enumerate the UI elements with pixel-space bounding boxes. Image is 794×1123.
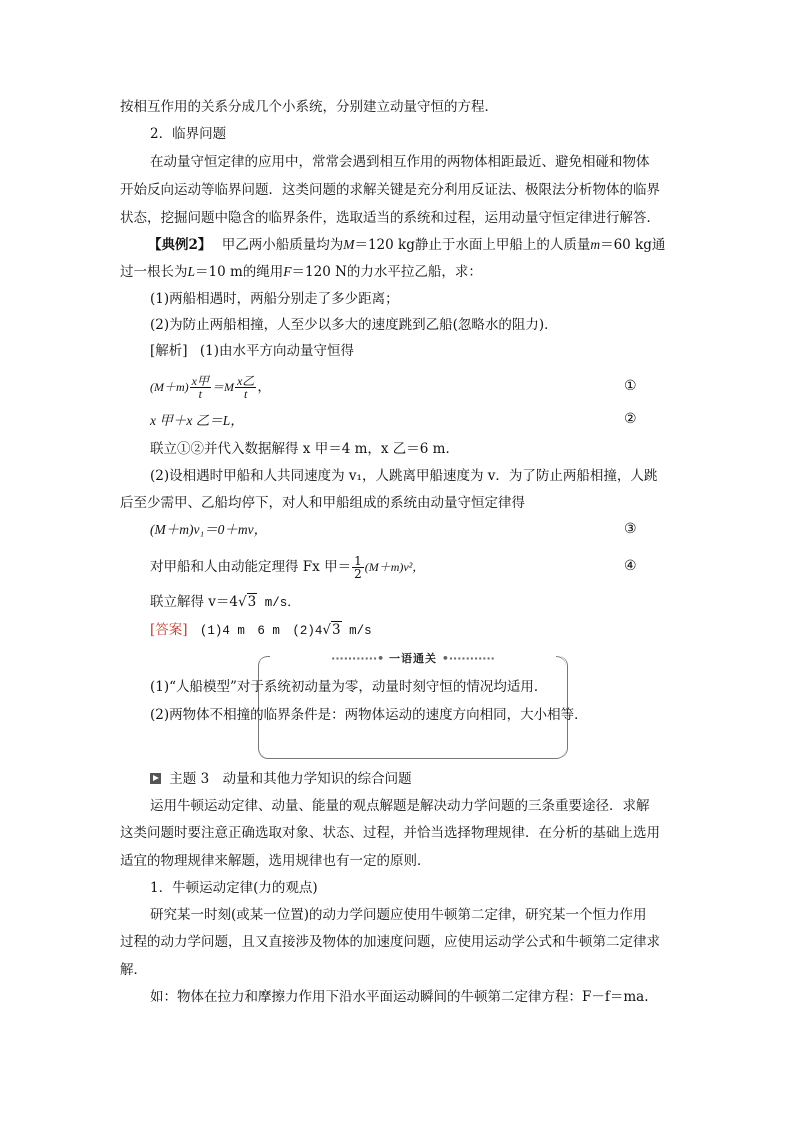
solution-tag: [解析] xyxy=(150,343,188,359)
var-m: m xyxy=(590,237,601,252)
fraction-denominator: t xyxy=(243,387,248,401)
paragraph-line: 在动量守恒定律的应用中，常常会遇到相互作用的两物体相距最近、避免相碰和物体 xyxy=(150,154,650,170)
fraction-denominator: t xyxy=(198,387,202,401)
fraction-numerator: 1 xyxy=(354,554,362,568)
solution-line-1 xyxy=(150,342,354,360)
answer-text: (1)4 m 6 m (2)4 xyxy=(199,624,323,638)
paragraph-line: 这类问题时要注意正确选取对象、状态、过程，并恰当选择物理规律．在分析的基础上选用 xyxy=(120,825,660,841)
example-text: 过一根长为 xyxy=(120,264,188,280)
paragraph-line: 开始反向运动等临界问题．这类问题的求解关键是充分利用反证法、极限法分析物体的临界 xyxy=(120,182,660,198)
paragraph-line: 状态，挖掘问题中隐含的临界条件，选取适当的系统和过程，运用动量守恒定律进行解答． xyxy=(120,210,660,226)
summary-line-2: (2)两物体不相撞的临界条件是：两物体运动的速度方向相同，大小相等． xyxy=(150,707,588,723)
question-2: (2)为防止两船相撞，人至少以多大的速度跳到乙船(忽略水的阻力)． xyxy=(150,317,558,333)
sqrt-radicand: 3 xyxy=(331,622,341,638)
answer-unit: m/s xyxy=(341,624,372,638)
example-line-1 xyxy=(148,236,665,254)
equation-4 xyxy=(150,552,424,582)
eq1-mid: ＝M xyxy=(211,380,234,394)
var-L: L xyxy=(187,264,196,279)
result-2-unit: m/s． xyxy=(257,596,300,610)
summary-box-bottom-border xyxy=(258,746,566,759)
eq1-end: ， xyxy=(257,379,271,395)
summary-box-title: ···········• 一语通关 •··········· xyxy=(270,650,556,666)
summary-line-1: (1)“人船模型”对于系统初动量为零，动量时刻守恒的情况均适用． xyxy=(150,679,548,695)
result-2-pre: 联立解得 v＝4 xyxy=(150,594,239,610)
result-1: 联立①②并代入数据解得 x 甲＝4 m，x 乙＝6 m． xyxy=(150,441,459,457)
play-triangle-icon xyxy=(150,773,161,784)
example-text: 甲乙两小船质量均为 xyxy=(221,237,344,253)
solution-text: (1)由水平方向动量守恒得 xyxy=(199,343,354,359)
paragraph-line: 适宜的物理规律来解题，选用规律也有一定的原则． xyxy=(120,853,431,869)
var-M: M xyxy=(343,237,355,252)
topic-title: 主题 3 动量和其他力学知识的综合问题 xyxy=(169,771,412,787)
equation-3: (M＋m)v₁＝0＋mv， xyxy=(150,522,268,537)
example-text: ＝60 kg通 xyxy=(600,237,666,253)
fraction xyxy=(352,555,364,580)
answer-tag: [答案] xyxy=(150,622,188,638)
sqrt-symbol: √3 xyxy=(238,594,257,610)
equation-number-2: ② xyxy=(624,411,637,427)
paragraph-line: 按相互作用的关系分成几个小系统，分别建立动量守恒的方程． xyxy=(120,99,498,115)
equation-1 xyxy=(150,372,271,402)
eq1-lhs: (M＋m) xyxy=(150,380,189,394)
result-2 xyxy=(150,593,300,612)
sqrt-radicand: 3 xyxy=(247,594,257,610)
paragraph-line: 解． xyxy=(120,962,147,978)
section-heading-newton: 1．牛顿运动定律(力的观点) xyxy=(150,880,318,896)
eq4-pre: 对甲船和人由动能定理得 Fx 甲＝ xyxy=(150,559,352,575)
example-text: ＝120 N的力水平拉乙船，求： xyxy=(291,264,482,280)
section-heading-critical: 2．临界问题 xyxy=(150,126,227,142)
var-F: F xyxy=(283,264,292,279)
example-tag: 【典例2】 xyxy=(148,237,212,253)
example-text: ＝120 kg静止于水面上甲船上的人质量 xyxy=(354,237,591,253)
equation-number-1: ① xyxy=(624,378,637,394)
eq4-post: (M＋m)v²， xyxy=(364,560,425,574)
sqrt-symbol: √3 xyxy=(322,622,341,638)
equation-2: x 甲＋x 乙＝L， xyxy=(150,413,244,428)
equation-number-3: ③ xyxy=(624,521,637,537)
solution-part2-line-2: 后至少需甲、乙船均停下，对人和甲船组成的系统由动量守恒定律得 xyxy=(120,495,525,511)
fraction xyxy=(190,375,211,400)
answer-line xyxy=(150,621,372,640)
example-line-2 xyxy=(120,263,482,281)
fraction-denominator: 2 xyxy=(354,567,362,581)
paragraph-line: 如：物体在拉力和摩擦力作用下沿水平面运动瞬间的牛顿第二定律方程：F－f＝ma. xyxy=(150,989,649,1005)
summary-box-title-text: 一语通关 xyxy=(389,652,437,665)
topic-heading xyxy=(150,770,412,788)
fraction-numerator: x乙 xyxy=(236,374,255,388)
paragraph-line: 过程的动力学问题，且又直接涉及物体的加速度问题，应使用运动学公式和牛顿第二定律求 xyxy=(120,934,660,950)
fraction-numerator: x甲 xyxy=(191,374,209,388)
solution-part2-line-1: (2)设相遇时甲船和人共同速度为 v₁，人跳离甲船速度为 v．为了防止两船相撞，人跳 xyxy=(150,468,658,484)
paragraph-line: 运用牛顿运动定律、动量、能量的观点解题是解决动力学问题的三条重要途径．求解 xyxy=(150,798,650,814)
equation-number-4: ④ xyxy=(624,558,637,574)
question-1: (1)两船相遇时，两船分别走了多少距离； xyxy=(150,291,399,307)
paragraph-line: 研究某一时刻(或某一位置)的动力学问题应使用牛顿第二定律，研究某一个恒力作用 xyxy=(150,907,647,923)
fraction xyxy=(235,375,256,400)
example-text: ＝10 m的绳用 xyxy=(195,264,284,280)
